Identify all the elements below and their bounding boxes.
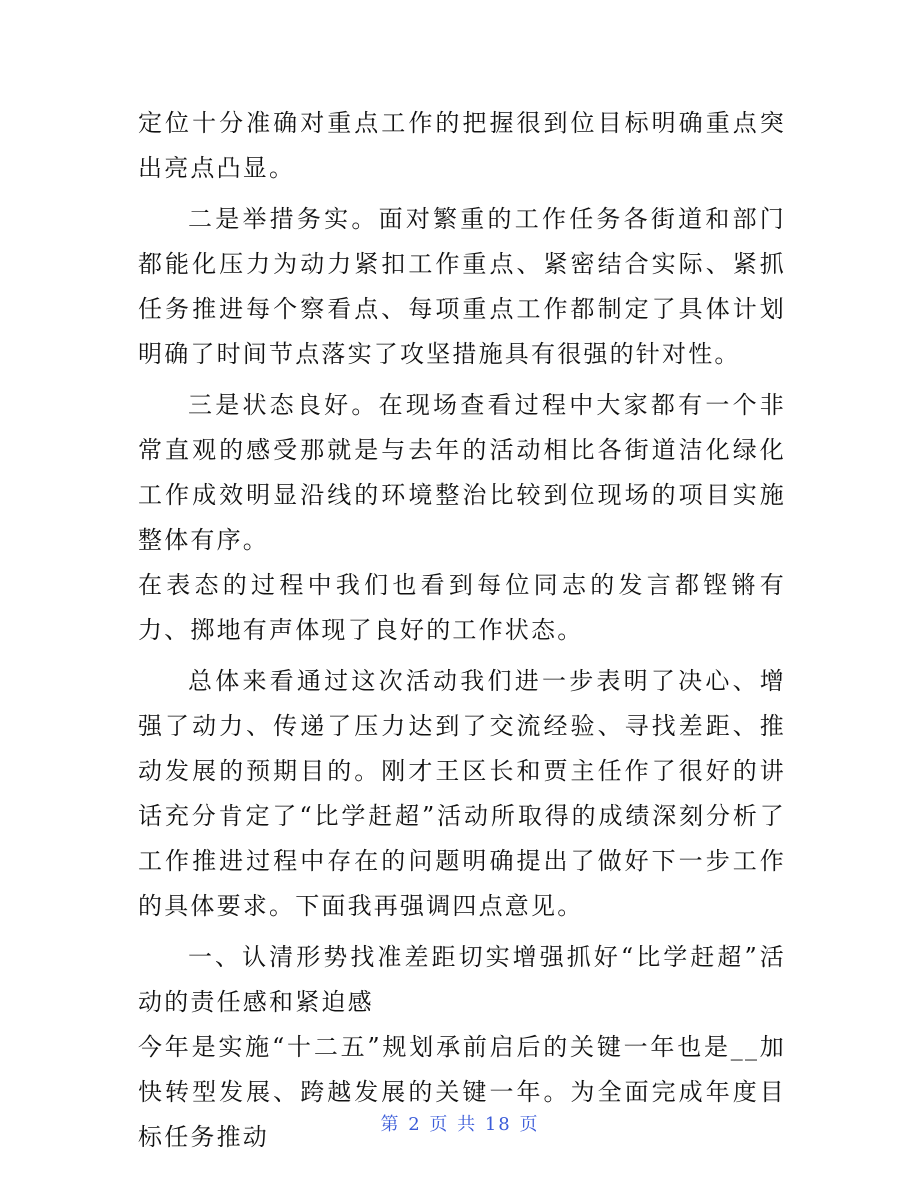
section-heading-1: 一、认清形势找准差距切实增强抓好“比学赶超”活动的责任感和紧迫感 xyxy=(138,943,786,1016)
paragraph-5: 总体来看通过这次活动我们进一步表明了决心、增强了动力、传递了压力达到了交流经验、寻找差距、推动发展的预期目的。刚才王区长和贾主任作了很好的讲话充分肯定了“比学赶超”活动所取得的成绩深刻分析了工作推进过程中存在的问题明确提出了做好下一步工作的具体要求。下面我再强调四点意见。 xyxy=(138,667,786,920)
page-number-footer: 第 2 页 共 18 页 xyxy=(380,1114,540,1135)
paragraph-6: 今年是实施“十二五”规划承前启后的关键一年也是__加快转型发展、跨越发展的关键一年。为全面完成年度目标任务推动 xyxy=(138,1033,786,1151)
paragraph-2: 二是举措务实。面对繁重的工作任务各街道和部门都能化压力为动力紧扣工作重点、紧密结合实际、紧抓任务推进每个察看点、每项重点工作都制定了具体计划明确了时间节点落实了攻坚措施具有很强的针对性。 xyxy=(138,205,786,368)
paragraph-3: 三是状态良好。在现场查看过程中大家都有一个非常直观的感受那就是与去年的活动相比各街道洁化绿化工作成效明显沿线的环境整治比较到位现场的项目实施整体有序。 xyxy=(138,391,786,554)
paragraph-1: 定位十分准确对重点工作的把握很到位目标明确重点突出亮点凸显。 xyxy=(138,109,786,182)
document-body xyxy=(138,101,786,1160)
paragraph-4: 在表态的过程中我们也看到每位同志的发言都铿锵有力、掷地有声体现了良好的工作状态。 xyxy=(138,571,786,644)
